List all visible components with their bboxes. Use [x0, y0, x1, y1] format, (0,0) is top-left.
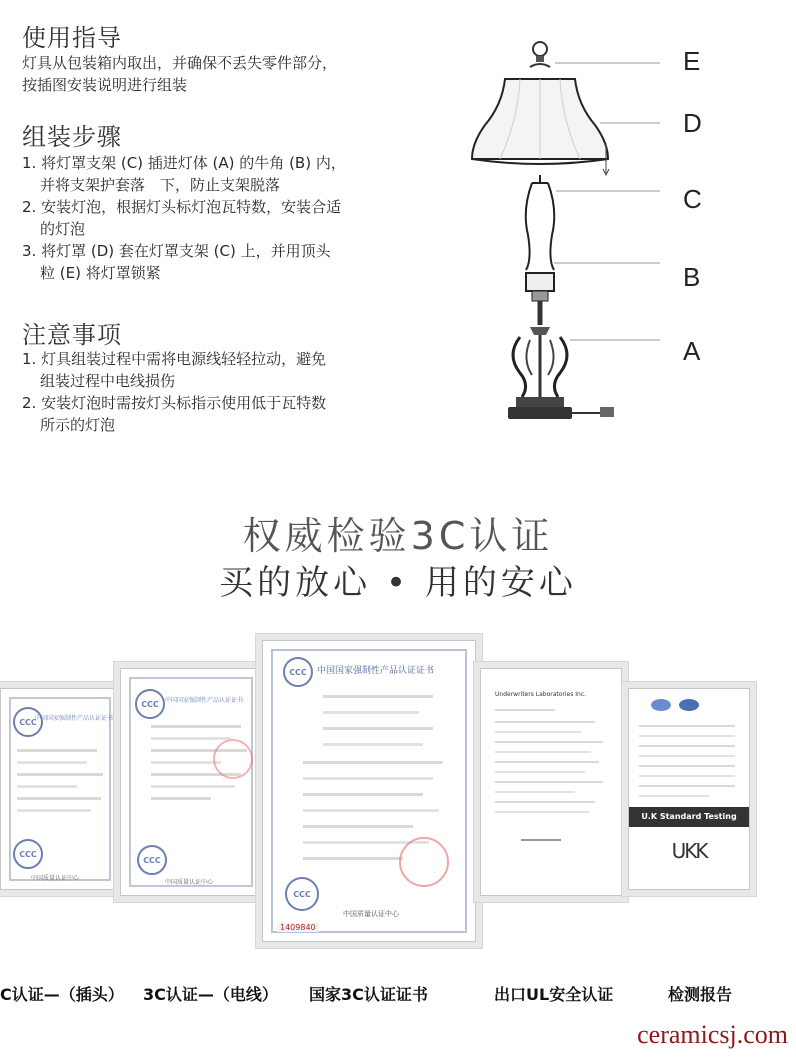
notes-title: 注意事项	[22, 321, 122, 349]
main-cert-title: 中国国家强制性产品认证证书	[317, 666, 435, 676]
note-item: 1. 灯具组装过程中需将电源线轻轻拉动，避免 组装过程中电线损伤	[22, 350, 327, 390]
ukk-logo: UKK	[671, 839, 707, 863]
caption-ul: 出口UL安全认证	[494, 985, 614, 1004]
guide-line: 按插图安装说明进行组装	[22, 76, 188, 94]
logo-icon	[679, 699, 699, 711]
lamp-shade-part-d	[472, 79, 608, 164]
certificate-national-3c: CCC 中国国家强制性产品认证证书 CCC 中国质量认证中心 1409840	[262, 640, 476, 942]
label-a: A	[683, 336, 701, 366]
label-e: E	[683, 46, 701, 76]
step-item: 2. 安装灯泡，根据灯头标灯泡瓦特数，安装合适 的灯泡	[22, 198, 342, 238]
guide-line: 灯具从包装箱内取出，并确保不丢失零件部分，	[22, 54, 338, 72]
caption-national-3c: 国家3C认证证书	[309, 985, 428, 1004]
label-b: B	[683, 262, 701, 292]
uk-standard-testing-banner: U.K Standard Testing	[629, 807, 749, 827]
cert-number: 1409840	[277, 923, 319, 932]
step-item: 3. 将灯罩 (D) 套在灯罩支架 (C) 上，并用顶头 粒 (E) 将灯罩锁紧	[22, 242, 331, 282]
guide-text	[22, 52, 337, 96]
shade-harp-part-c	[526, 175, 555, 270]
watermark: ceramicsj.com	[637, 1020, 788, 1049]
certificate-wire: CCC 中国国家强制性产品认证证书 CCC 中国质量认证中心	[120, 668, 262, 896]
step-item: 1. 将灯罩支架 (C) 插进灯体 (A) 的牛角 (B) 内， 并将支架护套落 下，防止支架脱落	[22, 154, 346, 194]
ccc-seal-icon: CCC	[13, 839, 43, 869]
label-d: D	[683, 108, 702, 138]
lamp-body-part-a	[508, 301, 614, 419]
notes-list	[22, 348, 326, 436]
ccc-seal-icon: CCC	[13, 707, 43, 737]
certificate-uk-test-report	[628, 688, 750, 890]
ccc-seal-icon: CCC	[137, 845, 167, 875]
steps-list	[22, 152, 346, 284]
ccc-seal-icon: CCC	[283, 657, 313, 687]
ccc-seal-icon: CCC	[135, 689, 165, 719]
ccc-seal-icon: CCC	[285, 877, 319, 911]
caption-plug-3c: C认证—（插头）	[0, 985, 124, 1004]
caption-wire-3c: 3C认证—（电线）	[143, 985, 278, 1004]
certificate-plug: CCC 中国国家强制性产品认证证书 CCC 中国质量认证中心	[0, 688, 120, 890]
guide-title: 使用指导	[22, 24, 122, 52]
steps-title: 组装步骤	[22, 123, 122, 151]
note-item: 2. 安装灯泡时需按灯头标指示使用低于瓦特数 所示的灯泡	[22, 394, 327, 434]
label-c: C	[683, 184, 702, 214]
certificate-ul: Underwriters Laboratories Inc.	[480, 668, 622, 896]
caption-test-report: 检测报告	[668, 985, 733, 1004]
finial-part-e	[530, 42, 550, 67]
banner-subtitle: 买的放心 • 用的安心	[219, 563, 577, 603]
lamp-assembly-diagram	[460, 35, 760, 425]
socket-part-b	[526, 273, 554, 301]
logo-icon	[651, 699, 671, 711]
banner-title: 权威检验3C认证	[242, 514, 554, 558]
